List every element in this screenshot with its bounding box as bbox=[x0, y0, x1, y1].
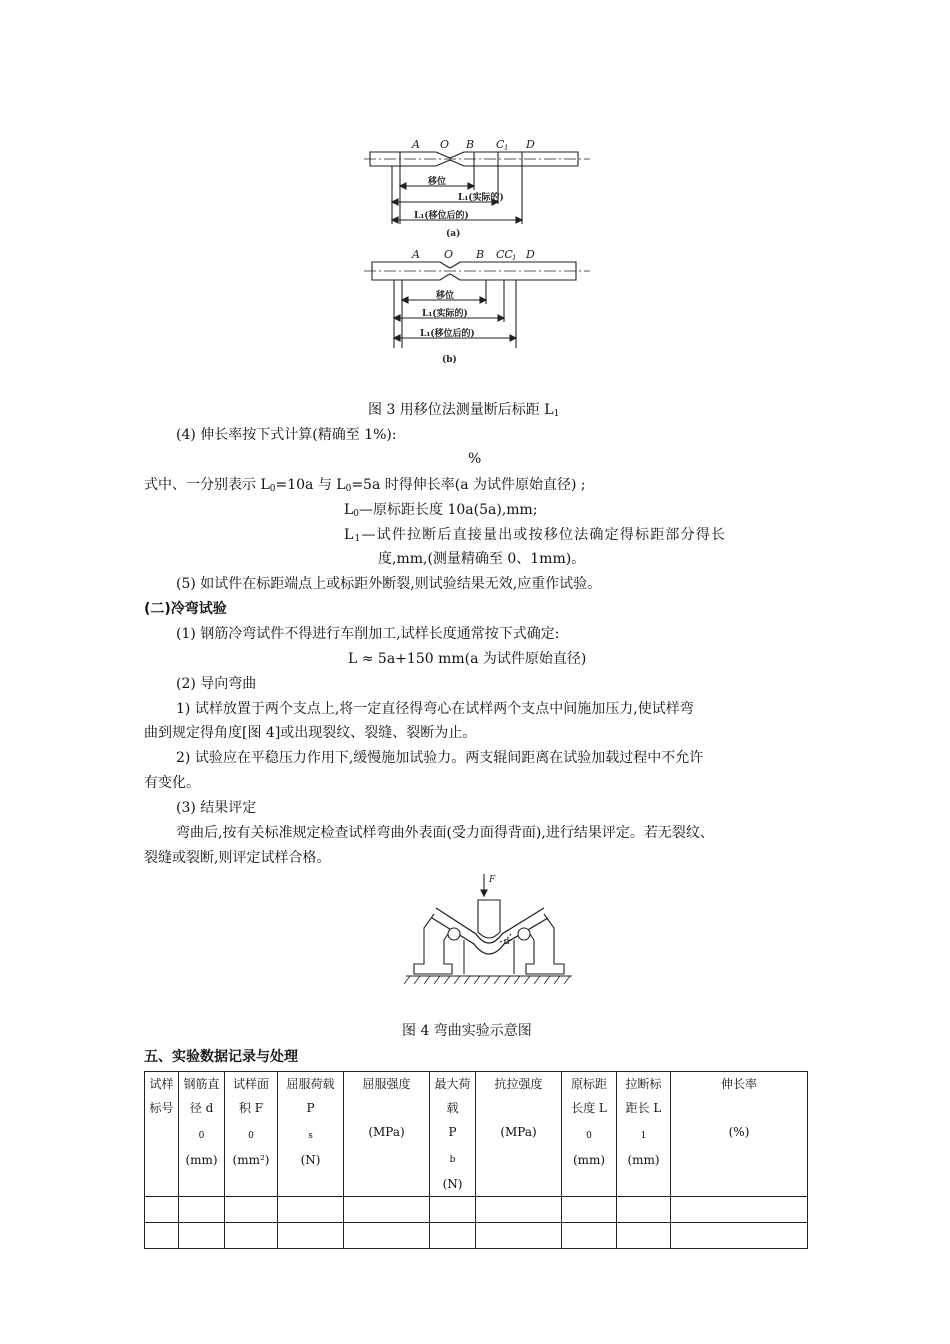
paragraph: (3) 结果评定 bbox=[176, 800, 257, 816]
header-cell: 伸长率 (%) bbox=[671, 1072, 808, 1197]
header-cell: 拉断标 距长 L $_1$ (mm) bbox=[617, 1072, 671, 1197]
paragraph: 1) 试样放置于两个支点上,将一定直径得弯心在试样两个支点中间施加压力,使试样弯 bbox=[176, 701, 694, 717]
header-cell: 屈服强度 (MPa) bbox=[344, 1072, 430, 1197]
table-cell bbox=[562, 1197, 617, 1223]
shift-label: 移位 bbox=[436, 291, 455, 301]
header-cell: 屈服荷载 P $_s$ (N) bbox=[278, 1072, 344, 1197]
paragraph: (2) 导向弯曲 bbox=[176, 676, 257, 692]
point-o-label: O bbox=[440, 138, 450, 151]
table-header-row bbox=[145, 1072, 808, 1197]
figure-4-diagram bbox=[404, 868, 574, 1000]
definition-l1: $L_1—$试件拉断后直接量出或按移位法确定得标距部分得长 bbox=[344, 527, 727, 544]
paragraph: (1) 钢筋冷弯试件不得进行车削加工,试样长度通常按下式确定: bbox=[176, 626, 560, 642]
definition-l1-cont: 度,mm,(测量精确至 0、1mm)。 bbox=[378, 551, 586, 567]
point-a-label: A bbox=[412, 248, 420, 261]
paragraph: 裂缝或裂断,则评定试样合格。 bbox=[144, 850, 331, 866]
header-cell: 钢筋直 径 d $_0$ (mm) bbox=[179, 1072, 225, 1197]
table-cell bbox=[225, 1197, 278, 1223]
definition-l0: $L_0—$原标距长度 10a(5a),mm; bbox=[344, 502, 538, 519]
sub-label-a: (a) bbox=[446, 229, 461, 239]
formula: L ≈ 5a+150 mm(a 为试件原始直径) bbox=[348, 651, 587, 667]
point-b-label: B bbox=[466, 138, 475, 151]
table-row bbox=[145, 1197, 808, 1223]
paragraph: (5) 如试件在标距端点上或标距外断裂,则试验结果无效,应重作试验。 bbox=[176, 576, 602, 592]
table-cell bbox=[278, 1223, 344, 1249]
paragraph: (4) 伸长率按下式计算(精确至 1%): bbox=[176, 427, 397, 443]
table-cell bbox=[617, 1223, 671, 1249]
paragraph: 弯曲后,按有关标准规定检查试样弯曲外表面(受力面得背面),进行结果评定。若无裂纹、 bbox=[176, 825, 714, 841]
l1-shifted-label: L₁(移位后的) bbox=[420, 329, 475, 339]
data-table bbox=[144, 1071, 808, 1249]
paragraph: 曲到规定得角度[图 4]或出现裂纹、裂缝、裂断为止。 bbox=[144, 725, 477, 741]
table-cell bbox=[671, 1197, 808, 1223]
point-c-subscript: 1 bbox=[504, 144, 509, 152]
table-cell bbox=[344, 1223, 430, 1249]
point-cc-label: CC bbox=[496, 248, 513, 261]
table-cell bbox=[476, 1223, 562, 1249]
angle-label: α bbox=[504, 937, 511, 947]
header-cell: 试样 标号 bbox=[145, 1072, 179, 1197]
table-cell bbox=[562, 1223, 617, 1249]
point-b-label: B bbox=[476, 248, 485, 261]
paragraph: 式中、一分别表示 $L_0=10a$ 与 $L_0=5a$ 时得伸长率(a 为试件原始直径) ; bbox=[144, 477, 586, 494]
table-cell bbox=[476, 1197, 562, 1223]
shift-label: 移位 bbox=[428, 177, 447, 187]
table-cell bbox=[344, 1197, 430, 1223]
figure-3-diagram bbox=[362, 138, 594, 370]
paragraph: 有变化。 bbox=[144, 775, 200, 791]
header-cell: 原标距 长度 L $_0$ (mm) bbox=[562, 1072, 617, 1197]
table-cell bbox=[145, 1197, 179, 1223]
point-o-label: O bbox=[444, 248, 454, 261]
l1-shifted-label: L₁(移位后的) bbox=[414, 211, 469, 221]
section-heading: 五、实验数据记录与处理 bbox=[144, 1049, 298, 1065]
point-c-subscript: 1 bbox=[512, 254, 517, 262]
table-cell bbox=[179, 1197, 225, 1223]
figure-4-caption: 图 4 弯曲实验示意图 bbox=[402, 1023, 532, 1039]
point-c-label: C bbox=[496, 138, 505, 151]
table-cell bbox=[278, 1197, 344, 1223]
table-cell bbox=[225, 1223, 278, 1249]
l1-actual-label: L₁(实际的) bbox=[458, 193, 504, 203]
point-d-label: D bbox=[526, 248, 535, 261]
table-row bbox=[145, 1223, 808, 1249]
point-d-label: D bbox=[526, 138, 535, 151]
table-cell bbox=[179, 1223, 225, 1249]
header-cell: 抗拉强度 (MPa) bbox=[476, 1072, 562, 1197]
paragraph: 2) 试验应在平稳压力作用下,缓慢施加试验力。两支辊间距离在试验加载过程中不允许 bbox=[176, 750, 704, 766]
sub-label-b: (b) bbox=[442, 355, 457, 365]
percent-sign: % bbox=[468, 451, 482, 467]
table-cell bbox=[430, 1197, 476, 1223]
force-label: F bbox=[489, 875, 496, 885]
section-heading: (二)冷弯试验 bbox=[144, 601, 227, 617]
header-cell: 最大荷 载 P $_b$ (N) bbox=[430, 1072, 476, 1197]
table-cell bbox=[671, 1223, 808, 1249]
table-cell bbox=[617, 1197, 671, 1223]
table-cell bbox=[145, 1223, 179, 1249]
table-cell bbox=[430, 1223, 476, 1249]
header-cell: 试样面 积 F $_0$ (mm²) bbox=[225, 1072, 278, 1197]
figure-3-caption: 图 3 用移位法测量断后标距 $L_1$ bbox=[368, 402, 560, 419]
point-a-label: A bbox=[412, 138, 420, 151]
l1-actual-label: L₁(实际的) bbox=[422, 309, 468, 319]
